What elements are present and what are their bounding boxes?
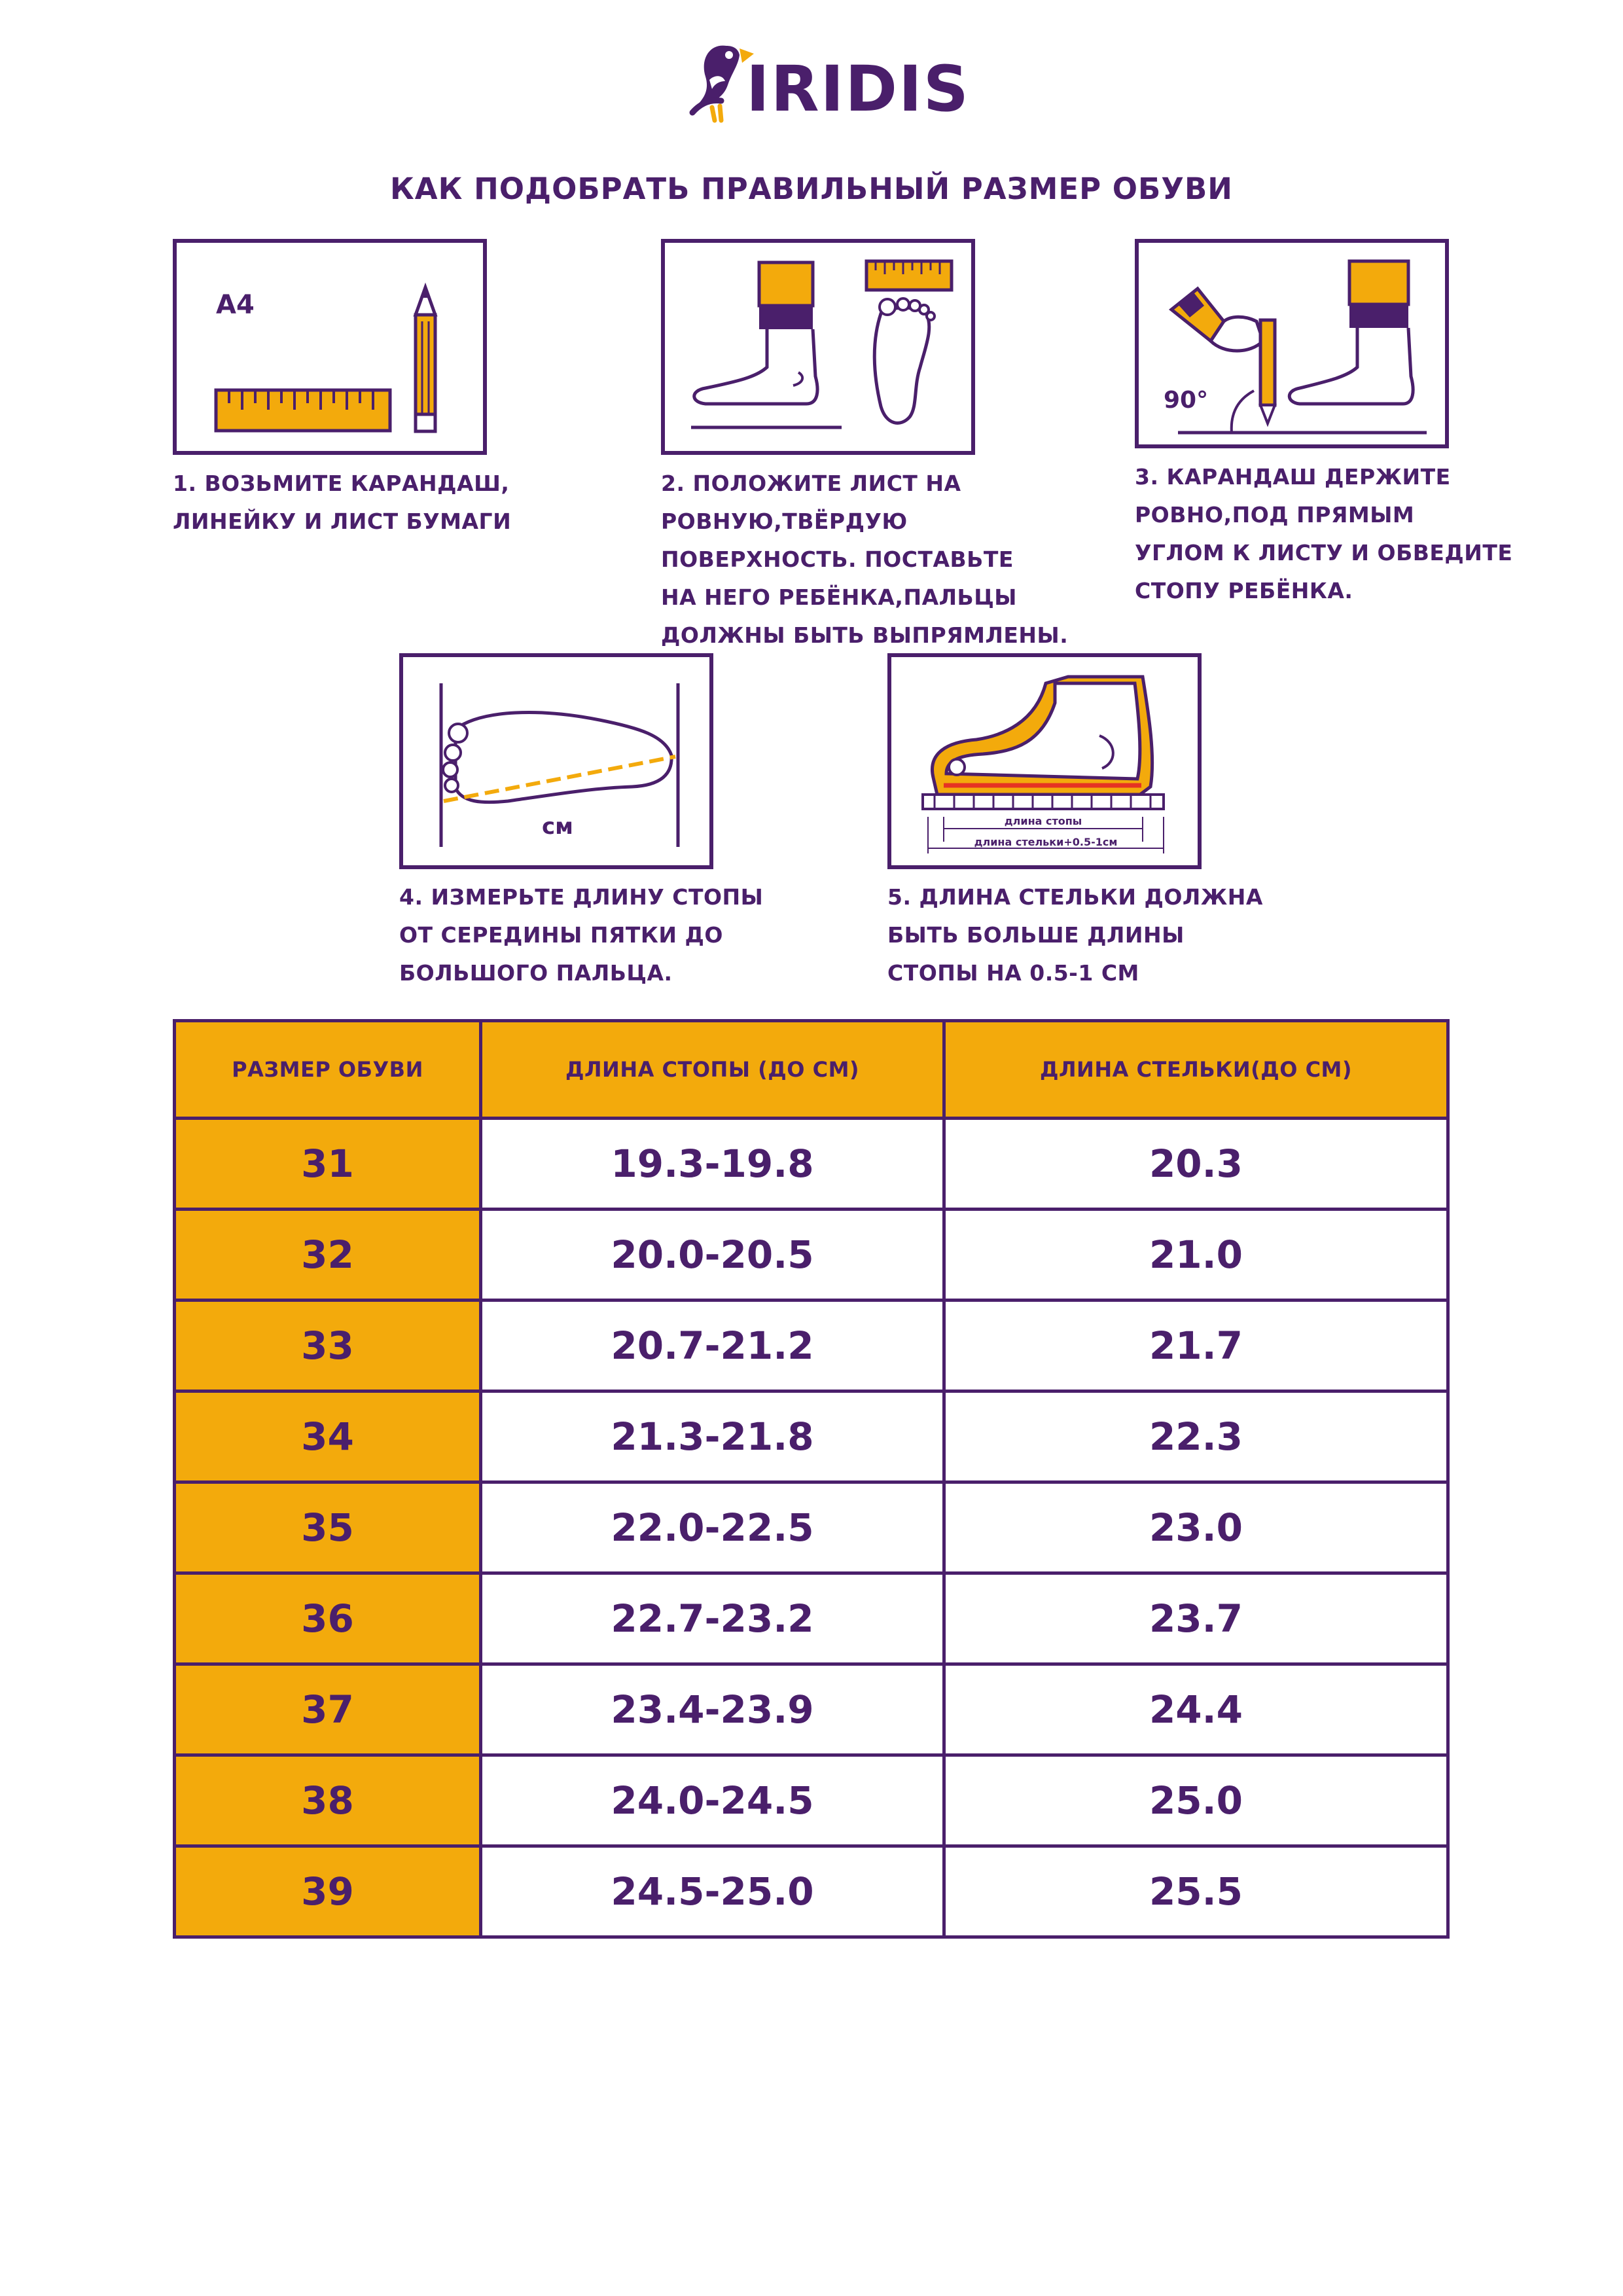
step-4-illustration bbox=[399, 653, 713, 869]
foot-length-cell: 22.0-22.5 bbox=[481, 1482, 944, 1573]
insole-length-cell: 21.0 bbox=[944, 1210, 1448, 1300]
table-row bbox=[175, 1846, 1448, 1937]
step-5-text: 5. ДЛИНА СТЕЛЬКИ ДОЛЖНА БЫТЬ БОЛЬШЕ ДЛИНЫ СТОПЫ НА 0.5-1 СМ bbox=[887, 884, 1263, 986]
insole-length-cell: 21.7 bbox=[944, 1300, 1448, 1391]
step-2-illustration bbox=[661, 239, 975, 455]
table-row bbox=[175, 1391, 1448, 1482]
step-4-text: 4. ИЗМЕРЬТЕ ДЛИНУ СТОПЫ ОТ СЕРЕДИНЫ ПЯТКИ ДО БОЛЬШОГО ПАЛЬЦА. bbox=[399, 884, 764, 986]
pencil-icon bbox=[416, 287, 435, 431]
foot-outline-icon bbox=[443, 712, 671, 802]
insole-length-cell: 23.7 bbox=[944, 1573, 1448, 1664]
foot-print-icon bbox=[874, 298, 935, 423]
page-title: КАК ПОДОБРАТЬ ПРАВИЛЬНЫЙ РАЗМЕР ОБУВИ bbox=[390, 171, 1233, 206]
step-1-text: 1. ВОЗЬМИТЕ КАРАНДАШ, ЛИНЕЙКУ И ЛИСТ БУМАГИ bbox=[173, 471, 512, 534]
size-cell: 32 bbox=[175, 1210, 481, 1300]
size-cell: 33 bbox=[175, 1300, 481, 1391]
size-cell: 38 bbox=[175, 1755, 481, 1846]
insole-length-cell: 24.4 bbox=[944, 1664, 1448, 1755]
angle-label: 90° bbox=[1164, 387, 1209, 414]
step-1-illustration bbox=[173, 239, 487, 455]
table-row bbox=[175, 1300, 1448, 1391]
step-5-illustration bbox=[887, 653, 1202, 869]
foot-length-cell: 19.3-19.8 bbox=[481, 1119, 944, 1210]
brand-name: IRIDIS bbox=[746, 52, 970, 126]
foot-length-cell: 22.7-23.2 bbox=[481, 1573, 944, 1664]
brand-logo bbox=[686, 34, 970, 132]
shoe-with-foot-icon bbox=[923, 677, 1164, 809]
table-row bbox=[175, 1755, 1448, 1846]
insole-length-cell: 25.0 bbox=[944, 1755, 1448, 1846]
size-cell: 35 bbox=[175, 1482, 481, 1573]
insole-length-cell: 23.0 bbox=[944, 1482, 1448, 1573]
table-row bbox=[175, 1210, 1448, 1300]
paper-label: A4 bbox=[216, 290, 255, 320]
insole-length-cell: 25.5 bbox=[944, 1846, 1448, 1937]
table-row bbox=[175, 1573, 1448, 1664]
foot-length-cell: 24.5-25.0 bbox=[481, 1846, 944, 1937]
table-row bbox=[175, 1482, 1448, 1573]
header-size: РАЗМЕР ОБУВИ bbox=[175, 1021, 481, 1119]
size-cell: 37 bbox=[175, 1664, 481, 1755]
foot-length-cell: 20.7-21.2 bbox=[481, 1300, 944, 1391]
step-2-text: 2. ПОЛОЖИТЕ ЛИСТ НА РОВНУЮ,ТВЁРДУЮ ПОВЕРХНОСТЬ. ПОСТАВЬТЕ НА НЕГО РЕБЁНКА,ПАЛЬЦЫ ДОЛЖНЫ БЫТЬ ВЫПРЯМЛЕНЫ. bbox=[661, 471, 1069, 648]
size-cell: 31 bbox=[175, 1119, 481, 1210]
header-insole-length: ДЛИНА СТЕЛЬКИ(ДО СМ) bbox=[944, 1021, 1448, 1119]
leg-icon bbox=[691, 262, 842, 427]
step-3-text: 3. КАРАНДАШ ДЕРЖИТЕ РОВНО,ПОД ПРЯМЫМ УГЛОМ К ЛИСТУ И ОБВЕДИТЕ СТОПУ РЕБЁНКА. bbox=[1135, 464, 1513, 603]
insole-length-cell: 22.3 bbox=[944, 1391, 1448, 1482]
header-foot-length: ДЛИНА СТОПЫ (ДО СМ) bbox=[481, 1021, 944, 1119]
foot-length-label: длина стопы bbox=[1004, 815, 1082, 827]
table-row bbox=[175, 1664, 1448, 1755]
leg-icon bbox=[1178, 261, 1427, 433]
foot-length-cell: 20.0-20.5 bbox=[481, 1210, 944, 1300]
foot-length-cell: 23.4-23.9 bbox=[481, 1664, 944, 1755]
size-cell: 34 bbox=[175, 1391, 481, 1482]
foot-length-cell: 21.3-21.8 bbox=[481, 1391, 944, 1482]
table-row bbox=[175, 1119, 1448, 1210]
size-cell: 36 bbox=[175, 1573, 481, 1664]
foot-length-cell: 24.0-24.5 bbox=[481, 1755, 944, 1846]
size-table bbox=[173, 1019, 1450, 1939]
insole-length-cell: 20.3 bbox=[944, 1119, 1448, 1210]
size-cell: 39 bbox=[175, 1846, 481, 1937]
insole-length-label: длина стельки+0.5-1см bbox=[974, 836, 1118, 848]
table-header-row bbox=[175, 1021, 1448, 1119]
measure-label: см bbox=[542, 814, 573, 840]
ruler-icon bbox=[216, 390, 390, 431]
ruler-icon bbox=[866, 261, 952, 290]
step-3-illustration bbox=[1135, 239, 1449, 448]
